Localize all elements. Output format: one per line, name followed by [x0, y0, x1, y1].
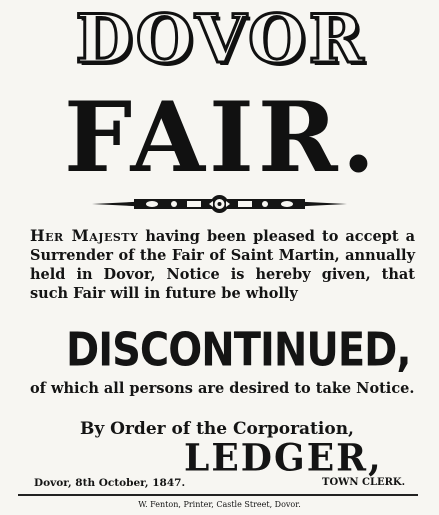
notice-lead: Her Majesty	[30, 226, 139, 245]
notice-body	[30, 226, 415, 303]
notice-text: having been pleased to accept a Surrender of the Fair of Saint Martin, annually held in Dovor, Notice is hereby given, that such Fair will in future be wholly	[30, 228, 415, 302]
divider-rule	[18, 494, 418, 496]
decorative-ornament-rule	[92, 192, 347, 216]
signatory-name: LEDGER,	[184, 436, 383, 481]
headline-fair: FAIR.	[64, 81, 380, 194]
signatory-title: TOWN CLERK.	[322, 477, 406, 488]
closing-text: of which all persons are desired to take Notice.	[30, 380, 415, 397]
order-line: By Order of the Corporation,	[80, 419, 354, 439]
discontinued-heading: DISCONTINUED,	[66, 324, 411, 377]
date-line: Dovor, 8th October, 1847.	[34, 477, 186, 489]
printer-imprint: W. Fenton, Printer, Castle Street, Dovor.	[138, 500, 301, 509]
headline-dovor: DOVOR	[75, 0, 367, 78]
